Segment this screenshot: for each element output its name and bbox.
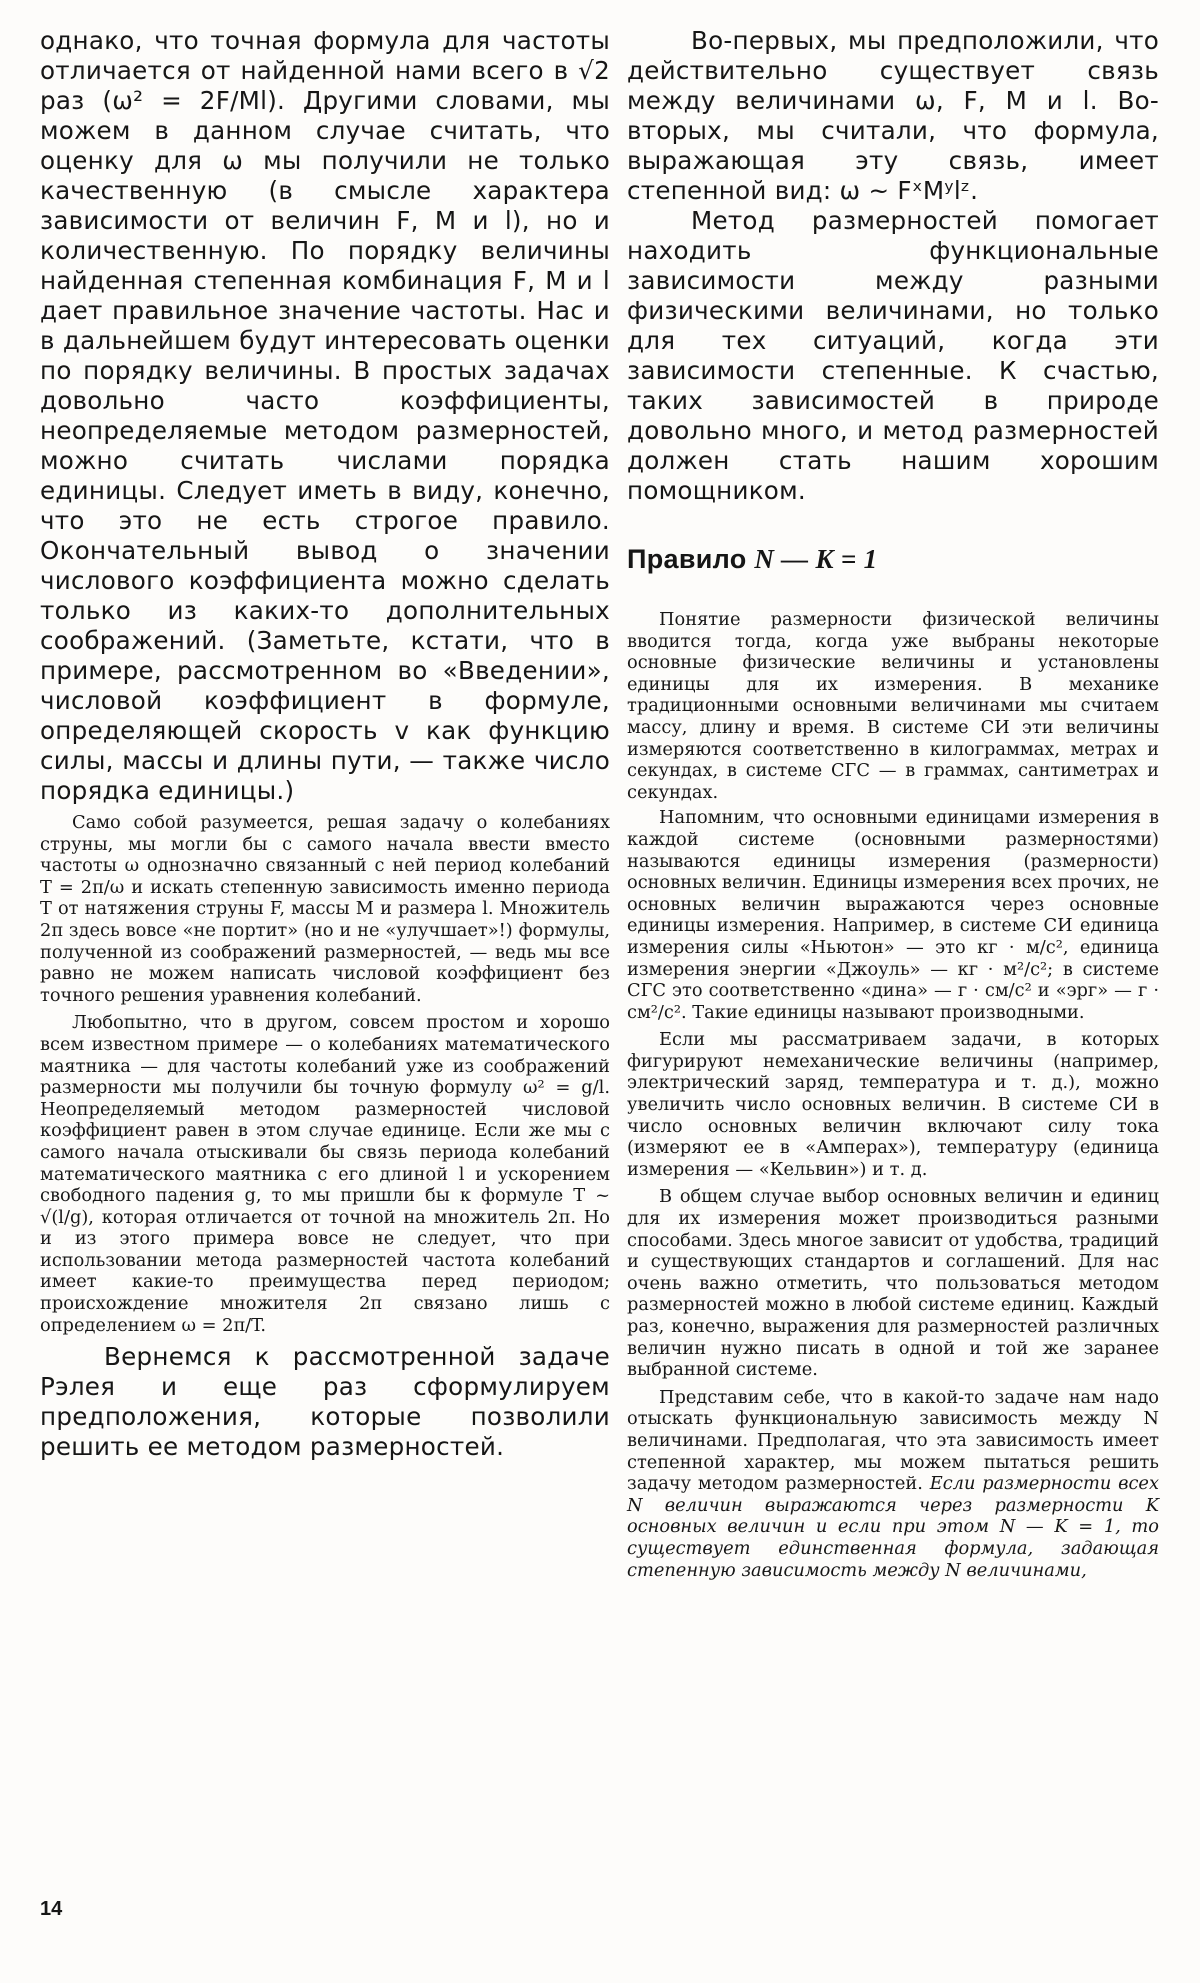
- paragraph-nonmechanical: Если мы рассматриваем задачи, в которых фигурируют немеханические величины (например, электрический заряд, температура и т. д.), можно увеличить число основных величин. В системе СИ в число основных величин включают силу тока (измеряют ее в «Амперах»), температуру (единица измерения — «Кельвин») и т. д.: [627, 1029, 1159, 1180]
- heading-prefix: Правило: [627, 544, 747, 574]
- heading-formula: N — K = 1: [754, 544, 878, 574]
- right-column: [627, 26, 1159, 1581]
- paragraph-base-units: Напомним, что основными единицами измерения в каждой системе (основными размерностями) называются единицы измерения (размерности) основных величин. Единицы измерения всех прочих, не основных величин выражаются через основные единицы измерения. Например, в системе СИ единица измерения силы «Ньютон» — это кг · м/с², единица измерения энергии «Джоуль» — кг · м²/с²; в системе СГС это соответственно «дина» — г · см/с² и «эрг» — г · см²/с². Такие единицы называют производными.: [627, 807, 1159, 1023]
- paragraph-frequency-estimate: однако, что точная формула для частоты отличается от найденной нами всего в √2 раз (ω² = 2F/Ml). Другими словами, мы можем в данном случае считать, что оценку для ω мы получили не только качественную (в смысле характера зависимости от величин F, M и l), но и количественную. По порядку величины найденная степенная комбинация F, M и l дает правильное значение частоты. Нас и в дальнейшем будут интересовать оценки по порядку величины. В простых задачах довольно часто коэффициенты, неопределяемые методом размерностей, можно считать числами порядка единицы. Следует иметь в виду, конечно, что это не есть строгое правило. Окончательный вывод о значении числового коэффициента можно сделать только из каких-то дополнительных соображений. (Заметьте, кстати, что в примере, рассмотренном во «Введении», числовой коэффициент в формуле, определяющей скорость v как функцию силы, массы и длины пути, — также число порядка единицы.): [40, 26, 610, 805]
- paragraph-n-k-rule: [627, 1387, 1159, 1581]
- paragraph-method-scope: Метод размерностей помогает находить функциональные зависимости между разными физическими величинами, но только для тех ситуаций, когда эти зависимости степенные. К счастью, таких зависимостей в природе довольно много, и метод размерностей должен стать нашим хорошим помощником.: [627, 206, 1159, 505]
- section-heading: [627, 544, 1159, 575]
- page-number: 14: [40, 1898, 63, 1920]
- paragraph-string-period: Само собой разумеется, решая задачу о колебаниях струны, мы могли бы с самого начала ввести вместо частоты ω однозначно связанный с ней период колебаний T = 2π/ω и искать степенную зависимость именно периода T от натяжения струны F, массы M и размера l. Множитель 2π здесь вовсе «не портит» (но и не «улучшает»!) формулы, полученной из соображений размерностей, — ведь мы все равно не можем написать числовой коэффициент без точного решения уравнения колебаний.: [40, 812, 610, 1006]
- paragraph-rayleigh-return: Вернемся к рассмотренной задаче Рэлея и еще раз сформулируем предположения, которые позволили решить ее методом размерностей.: [40, 1342, 610, 1462]
- paragraph-unit-choice: В общем случае выбор основных величин и единиц для их измерения может производиться разными способами. Здесь многое зависит от удобства, традиций и существующих стандартов и соглашений. Для нас очень важно отметить, что пользоваться методом размерностей можно в любой системе единиц. Каждый раз, конечно, выражения для размерностей различных величин нужно писать в одной и той же заранее выбранной системе.: [627, 1186, 1159, 1381]
- left-column: [40, 26, 610, 1462]
- paragraph-pendulum: Любопытно, что в другом, совсем простом и хорошо всем известном примере — о колебаниях математического маятника — для частоты колебаний уже из соображений размерности мы получили бы точную формулу ω² = g/l. Неопределяемый методом размерностей числовой коэффициент равен в этом случае единице. Если же мы с самого начала отыскивали бы связь периода колебаний математического маятника с его длиной l и ускорением свободного падения g, то мы пришли бы к формуле T ~ √(l/g), которая отличается от точной на множитель 2π. Но и из этого примера вовсе не следует, что при использовании метода размерностей частота колебаний имеет какие-то преимущества перед периодом; происхождение множителя 2π связано лишь с определением ω = 2π/T.: [40, 1012, 610, 1336]
- rule-intro-text: Представим себе, что в какой-то задаче нам надо отыскать функциональную зависимость между N величинами. Предполагая, что эта зависимость имеет степенной характер, мы можем пытаться решить задачу методом размерностей.: [627, 1386, 1159, 1495]
- rule-statement-italic: Если размерности всех N величин выражаются через размерности K основных величин и если при этом N — K = 1, то существует единственная формула, задающая степенную зависимость между N величинами,: [627, 1473, 1159, 1581]
- paragraph-dimension-concept: Понятие размерности физической величины вводится тогда, когда уже выбраны некоторые основные физические величины и установлены единицы для их измерения. В механике традиционными основными величинами мы считаем массу, длину и время. В системе СИ эти величины измеряются соответственно в килограммах, метрах и секундах, в системе СГС — в граммах, сантиметрах и секундах.: [627, 609, 1159, 803]
- paragraph-assumptions: Во-первых, мы предположили, что действительно существует связь между величинами ω, F, M и l. Во-вторых, мы считали, что формула, выражающая эту связь, имеет степенной вид: ω ~ FˣMʸlᶻ.: [627, 26, 1159, 205]
